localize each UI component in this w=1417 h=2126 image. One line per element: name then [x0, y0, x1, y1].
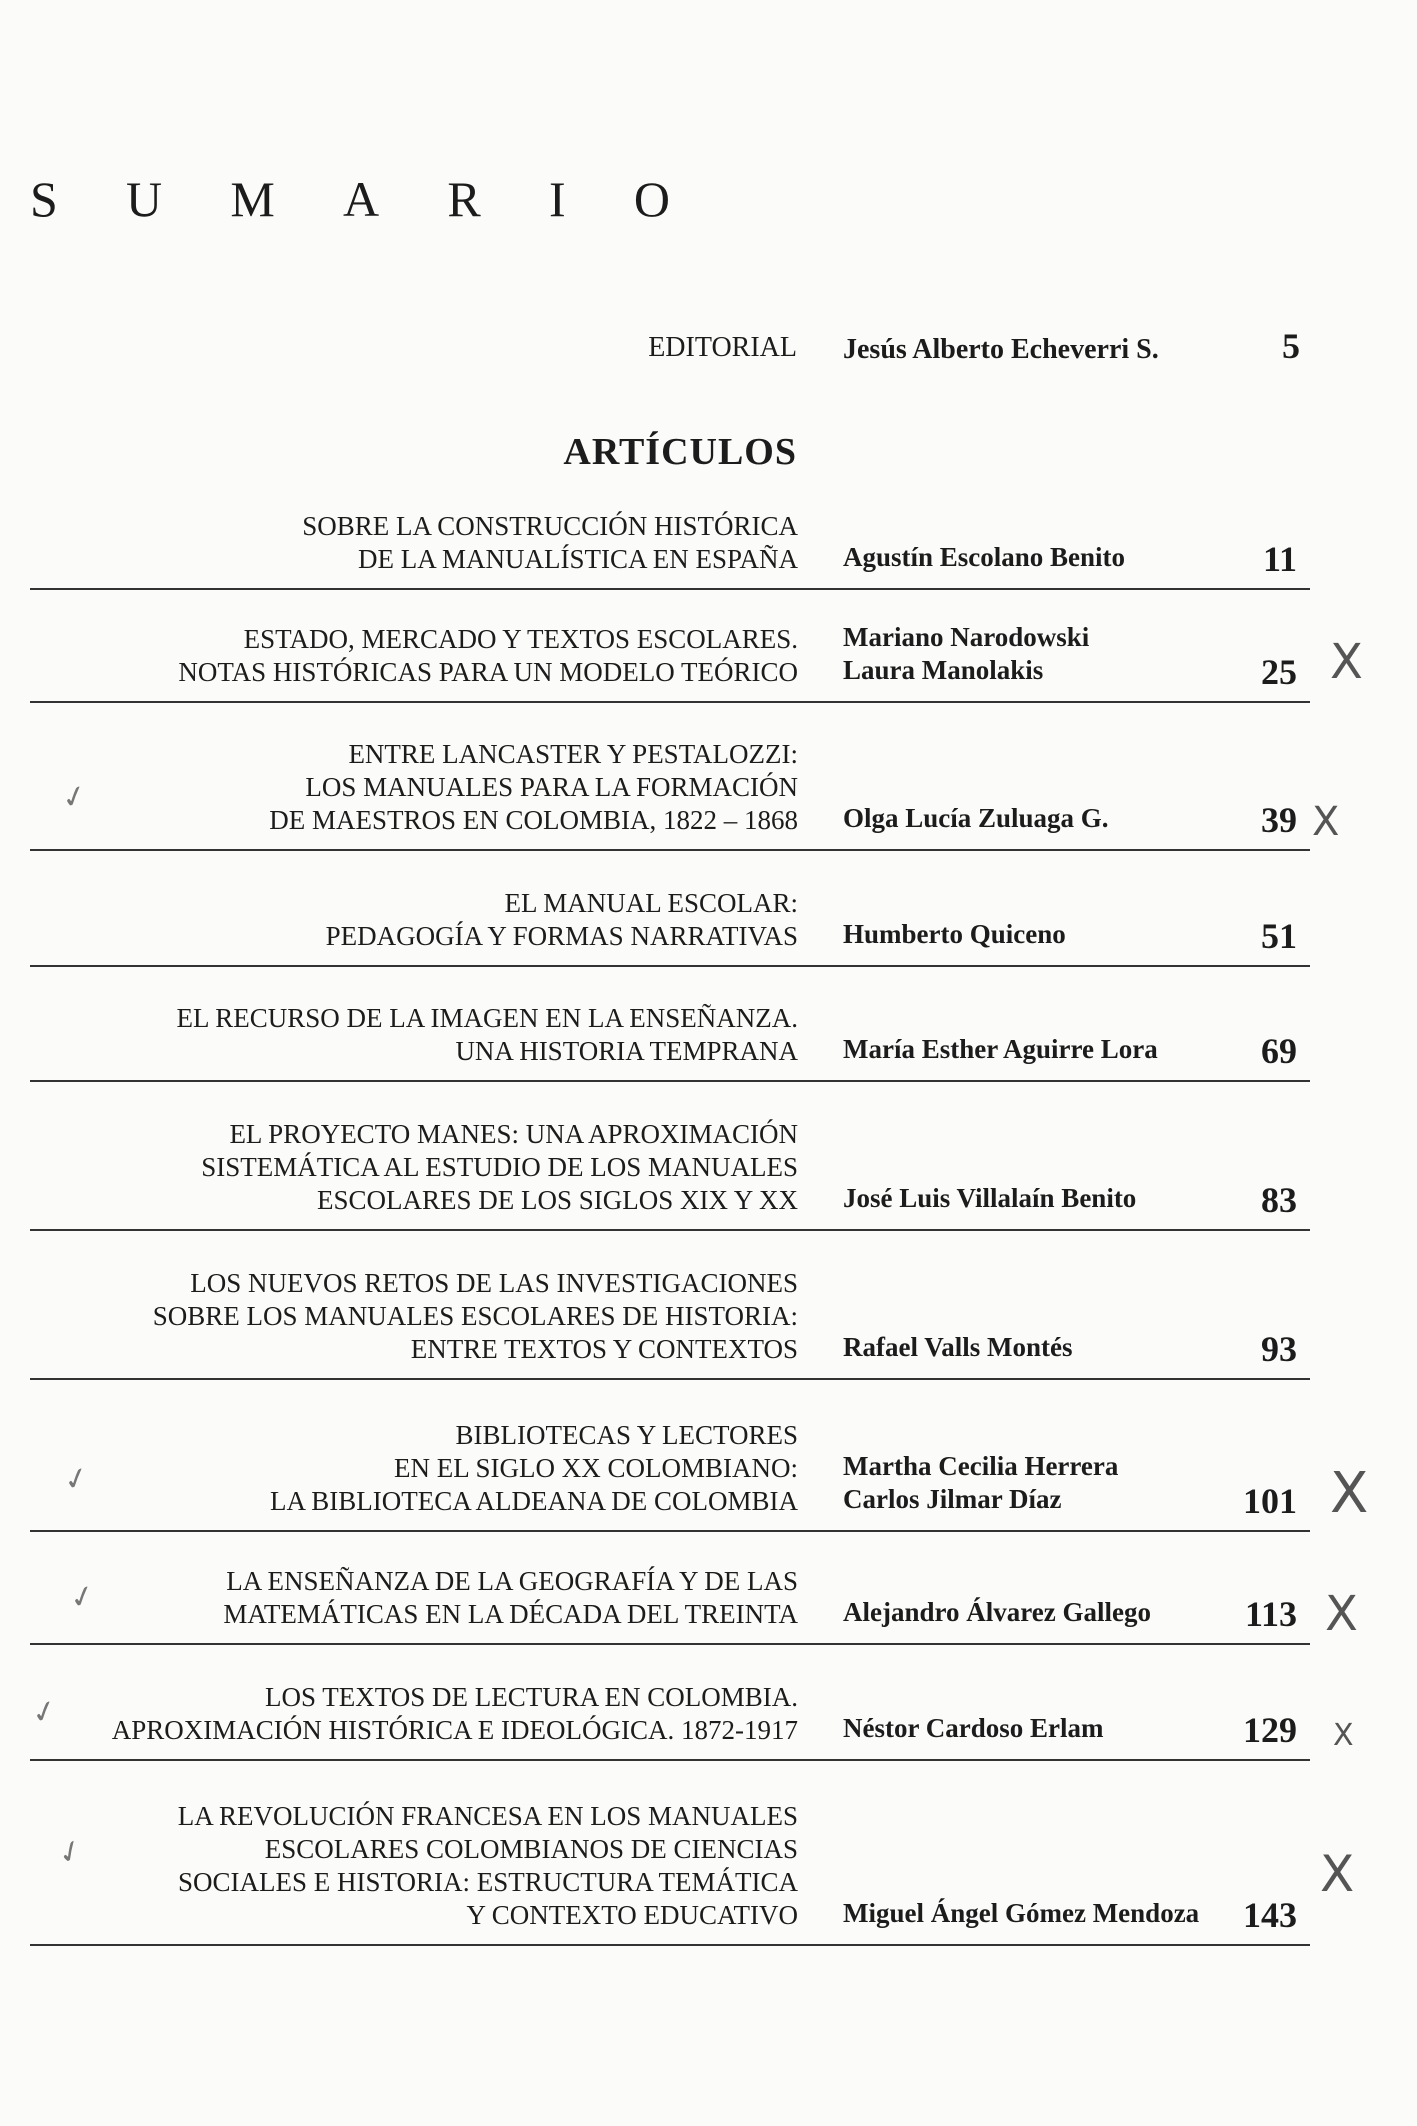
- article-title-line: SOCIALES E HISTORIA: ESTRUCTURA TEMÁTICA: [177, 1867, 798, 1897]
- article-title-line: SOBRE LOS MANUALES ESCOLARES DE HISTORIA:: [152, 1301, 798, 1331]
- author-name: Mariano Narodowski: [843, 622, 1090, 652]
- page-number: 25: [1261, 652, 1297, 692]
- author-name: Olga Lucía Zuluaga G.: [843, 803, 1109, 833]
- article-authors: [843, 1331, 1073, 1364]
- article-title-line: DE MAESTROS EN COLOMBIA, 1822 – 1868: [269, 805, 798, 835]
- article-title: [153, 1267, 798, 1366]
- page-title: [30, 170, 670, 228]
- article-authors: [843, 541, 1125, 574]
- handwritten-check-mark: ✓: [51, 1831, 90, 1874]
- article-authors: [843, 1596, 1151, 1629]
- article-title: [201, 1118, 798, 1217]
- article-title-line: ENTRE TEXTOS Y CONTEXTOS: [410, 1334, 798, 1364]
- article-title-line: Y CONTEXTO EDUCATIVO: [466, 1900, 798, 1930]
- handwritten-x-mark: X: [1312, 799, 1340, 845]
- toc-entry: [27, 1643, 1310, 1761]
- article-title-line: MATEMÁTICAS EN LA DÉCADA DEL TREINTA: [223, 1599, 798, 1629]
- article-title-line: EN EL SIGLO XX COLOMBIANO:: [394, 1453, 798, 1483]
- toc-entry: [30, 1378, 1310, 1532]
- article-title: [269, 738, 798, 837]
- author-name: Humberto Quiceno: [843, 919, 1066, 949]
- article-title-line: BIBLIOTECAS Y LECTORES: [455, 1420, 798, 1450]
- article-authors: [843, 1033, 1158, 1066]
- article-authors: [843, 1897, 1199, 1930]
- toc-entry: [30, 1080, 1310, 1231]
- article-title-line: LA ENSEÑANZA DE LA GEOGRAFÍA Y DE LAS: [226, 1566, 798, 1596]
- article-title-line: ENTRE LANCASTER Y PESTALOZZI:: [348, 739, 798, 769]
- handwritten-check-mark: ✓: [57, 777, 92, 818]
- article-title-line: UNA HISTORIA TEMPRANA: [455, 1036, 798, 1066]
- handwritten-x-mark: X: [1330, 634, 1363, 690]
- editorial-author: Jesús Alberto Echeverri S.: [843, 334, 1159, 365]
- article-authors: [843, 1712, 1103, 1745]
- toc-entry: [30, 1229, 1310, 1380]
- article-authors: [843, 1182, 1136, 1215]
- handwritten-x-mark: X: [1320, 1845, 1355, 1903]
- author-name: Agustín Escolano Benito: [843, 542, 1126, 572]
- article-title-line: SOBRE LA CONSTRUCCIÓN HISTÓRICA: [302, 511, 798, 541]
- title-letter: A: [343, 171, 380, 227]
- article-title-line: LOS MANUALES PARA LA FORMACIÓN: [305, 772, 798, 802]
- section-heading: ARTÍCULOS: [563, 431, 797, 473]
- handwritten-check-mark: ✓: [59, 1459, 94, 1500]
- article-title-line: LA REVOLUCIÓN FRANCESA EN LOS MANUALES: [177, 1801, 798, 1831]
- author-name: Alejandro Álvarez Gallego: [843, 1597, 1151, 1627]
- editorial-page-number: 5: [1282, 326, 1300, 366]
- article-title: [177, 1002, 798, 1068]
- article-title: [270, 1419, 798, 1518]
- page-number: 101: [1243, 1481, 1297, 1521]
- handwritten-x-mark: X: [1330, 1461, 1369, 1526]
- editorial-label: EDITORIAL: [648, 332, 797, 363]
- handwritten-x-mark: X: [1333, 1718, 1354, 1753]
- author-name: María Esther Aguirre Lora: [843, 1034, 1158, 1064]
- toc-entry: [30, 490, 1310, 590]
- article-title-line: DE LA MANUALÍSTICA EN ESPAÑA: [357, 544, 798, 574]
- article-title-line: LA BIBLIOTECA ALDEANA DE COLOMBIA: [270, 1486, 798, 1516]
- handwritten-x-mark: X: [1325, 1586, 1358, 1642]
- page-number: 93: [1261, 1329, 1297, 1369]
- toc-entry: [30, 965, 1310, 1082]
- author-name: Laura Manolakis: [843, 655, 1044, 685]
- author-name: Miguel Ángel Gómez Mendoza: [843, 1898, 1200, 1928]
- article-title-line: EL RECURSO DE LA IMAGEN EN LA ENSEÑANZA.: [176, 1003, 798, 1033]
- article-title-line: ESCOLARES DE LOS SIGLOS XIX Y XX: [316, 1185, 798, 1215]
- toc-entry: [30, 701, 1310, 851]
- article-title-line: EL PROYECTO MANES: UNA APROXIMACIÓN: [229, 1119, 798, 1149]
- page-number: 129: [1243, 1710, 1297, 1750]
- article-title-line: ESCOLARES COLOMBIANOS DE CIENCIAS: [264, 1834, 798, 1864]
- title-letter: M: [230, 171, 275, 227]
- page-number: 69: [1261, 1031, 1297, 1071]
- page-number: 51: [1261, 916, 1297, 956]
- article-title-line: APROXIMACIÓN HISTÓRICA E IDEOLÓGICA. 1872-1917: [111, 1715, 798, 1745]
- author-name: José Luis Villalaín Benito: [843, 1183, 1137, 1213]
- article-title: [223, 1565, 798, 1631]
- handwritten-check-mark: ✓: [27, 1692, 62, 1733]
- title-letter: U: [126, 171, 163, 227]
- title-letter: S: [30, 171, 58, 227]
- article-authors: [843, 1450, 1118, 1516]
- author-name: Rafael Valls Montés: [843, 1332, 1073, 1362]
- author-name: Martha Cecilia Herrera: [843, 1451, 1119, 1481]
- article-authors: [843, 918, 1066, 951]
- article-authors: [843, 621, 1089, 687]
- article-title: [112, 1681, 798, 1747]
- article-title-line: PEDAGOGÍA Y FORMAS NARRATIVAS: [325, 921, 798, 951]
- author-name: Néstor Cardoso Erlam: [843, 1713, 1104, 1743]
- toc-entry: [30, 588, 1310, 703]
- page-number: 11: [1262, 539, 1297, 579]
- article-title-line: SISTEMÁTICA AL ESTUDIO DE LOS MANUALES: [201, 1152, 798, 1182]
- title-letter: I: [548, 171, 566, 227]
- title-letter: R: [447, 171, 481, 227]
- title-letter: O: [633, 171, 670, 227]
- article-title: [178, 623, 798, 689]
- page-number: 113: [1244, 1594, 1297, 1634]
- article-title-line: EL MANUAL ESCOLAR:: [504, 888, 798, 918]
- article-title-line: NOTAS HISTÓRICAS PARA UN MODELO TEÓRICO: [178, 657, 798, 687]
- handwritten-check-mark: ✓: [65, 1577, 100, 1618]
- article-title-line: ESTADO, MERCADO Y TEXTOS ESCOLARES.: [243, 624, 798, 654]
- toc-entry: [30, 1759, 1310, 1946]
- author-name: Carlos Jilmar Díaz: [843, 1484, 1062, 1514]
- article-title: [326, 887, 798, 953]
- article-title-line: LOS TEXTOS DE LECTURA EN COLOMBIA.: [264, 1682, 798, 1712]
- toc-entry: [30, 849, 1310, 967]
- page-number: 83: [1261, 1180, 1297, 1220]
- page-number: 39: [1261, 800, 1297, 840]
- article-title-line: LOS NUEVOS RETOS DE LAS INVESTIGACIONES: [190, 1268, 798, 1298]
- article-authors: [843, 802, 1109, 835]
- toc-entry: [30, 1530, 1310, 1645]
- article-title: [178, 1800, 798, 1932]
- article-title: [302, 510, 798, 576]
- page-number: 143: [1243, 1895, 1297, 1935]
